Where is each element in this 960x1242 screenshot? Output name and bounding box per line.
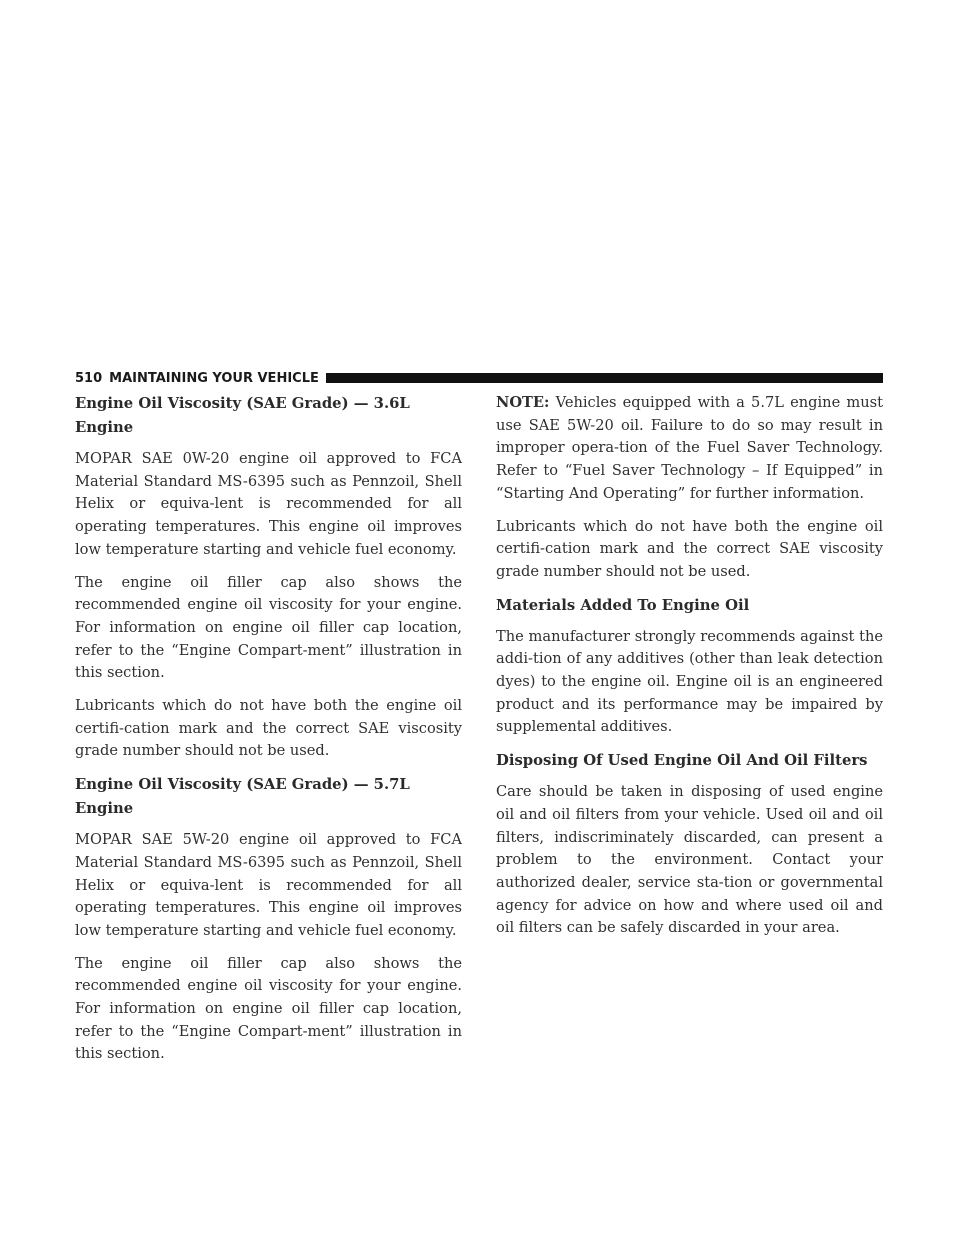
paragraph-36-lubricants: Lubricants which do not have both the engine oil certifi-cation mark and the correct SAE viscosity grade number should not be used. [75, 697, 462, 760]
heading-disposing: Disposing Of Used Engine Oil And Oil Filters [496, 752, 868, 770]
paragraph-36-filler-cap: The engine oil filler cap also shows the recommended engine oil viscosity for your engine. For information on engine oil filler cap location, refer to the “Engine Compart-ment” illustration in this section. [75, 573, 462, 682]
note-label: NOTE: [496, 394, 550, 411]
paragraph-disposing: Care should be taken in disposing of used engine oil and oil filters from your vehicle. Used oil and oil filters, indiscriminately discarded, can present a problem to the environment. Contact your authorized dealer, service sta-tion or governmental agency for advice on how and where used oil and oil filters can be safely discarded in your area. [496, 783, 883, 937]
section-title: MAINTAINING YOUR VEHICLE [109, 370, 319, 386]
heading-materials: Materials Added To Engine Oil [496, 596, 750, 614]
page-number: 510 [75, 370, 103, 386]
left-column [75, 392, 462, 1076]
right-column [496, 392, 883, 950]
page-header [75, 369, 883, 387]
paragraph-57-filler-cap: The engine oil filler cap also shows the recommended engine oil viscosity for your engine. For information on engine oil filler cap location, refer to the “Engine Compart-ment” illustration in this section. [75, 954, 462, 1063]
paragraph-36-spec: MOPAR SAE 0W-20 engine oil approved to FCA Material Standard MS-6395 such as Pennzoil, Shell Helix or equiva-lent is recommended for all operating temperatures. This engine oil improves low temperature starting and vehicle fuel economy. [75, 450, 462, 558]
paragraph-lubricants: Lubricants which do not have both the engine oil certifi-cation mark and the correct SAE viscosity grade number should not be used. [496, 517, 883, 580]
paragraph-57-spec: MOPAR SAE 5W-20 engine oil approved to FCA Material Standard MS-6395 such as Pennzoil, Shell Helix or equiva-lent is recommended for all operating temperatures. This engine oil improves low temperature starting and vehicle fuel economy. [75, 831, 462, 939]
heading-viscosity-57: Engine Oil Viscosity (SAE Grade) — 5.7L Engine [75, 776, 410, 818]
paragraph-materials: The manufacturer strongly recommends against the addi-tion of any additives (other than leak detection dyes) to the engine oil. Engine oil is an engineered product and its performance may be impaired by supplemental additives. [496, 627, 883, 736]
note-text: Vehicles equipped with a 5.7L engine must use SAE 5W-20 oil. Failure to do so may result in improper opera-tion of the Fuel Saver Technology. Refer to “Fuel Saver Technology – If Equipped” in “Starting And Operating” for further information. [496, 394, 883, 502]
note-paragraph [496, 392, 883, 506]
header-rule [326, 373, 883, 383]
heading-viscosity-36: Engine Oil Viscosity (SAE Grade) — 3.6L Engine [75, 395, 410, 436]
